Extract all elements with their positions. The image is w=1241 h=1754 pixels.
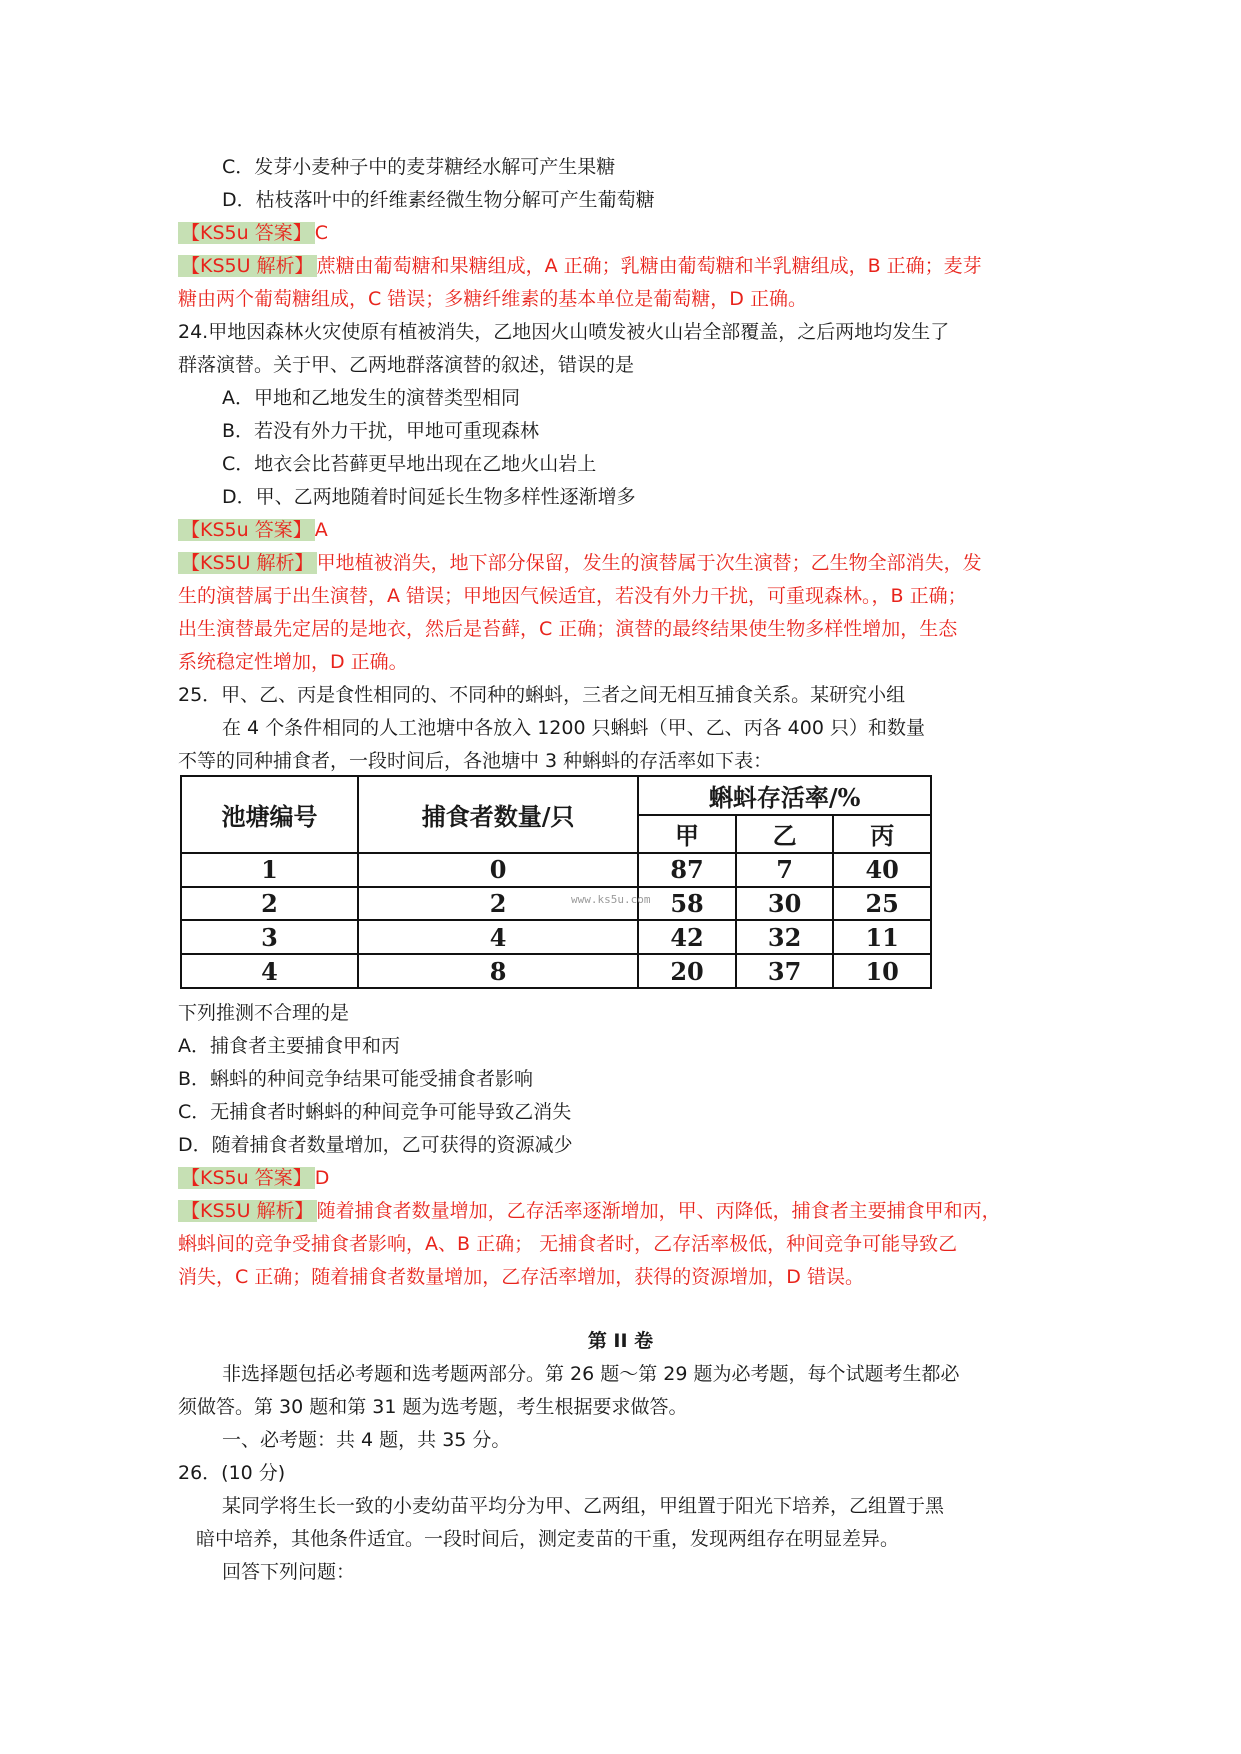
answer-tag: 【KS5u 答案】 bbox=[178, 519, 315, 541]
q23-option-c: C．发芽小麦种子中的麦芽糖经水解可产生果糖 bbox=[222, 156, 616, 178]
q24-analysis-line-1 bbox=[178, 548, 982, 578]
q26-number: 26．(10 分) bbox=[178, 1462, 286, 1484]
q25-question: 下列推测不合理的是 bbox=[178, 1002, 350, 1024]
table-watermark: www.ks5u.com bbox=[571, 893, 651, 906]
q24-answer bbox=[178, 515, 328, 545]
table-cell: 25 bbox=[833, 887, 931, 921]
q25-option-a: A．捕食者主要捕食甲和丙 bbox=[178, 1035, 400, 1057]
q23-analysis-line-2: 糖由两个葡萄糖组成，C 错误；多糖纤维素的基本单位是葡萄糖，D 正确。 bbox=[178, 288, 807, 310]
table-cell: 30 bbox=[736, 887, 834, 921]
q25-answer bbox=[178, 1163, 329, 1193]
table-cell: 8 bbox=[358, 954, 638, 988]
q25-option-c: C．无捕食者时蝌蚪的种间竞争可能导致乙消失 bbox=[178, 1101, 572, 1123]
header-pond-number: 池塘编号 bbox=[181, 776, 358, 853]
q25-analysis-line-2: 蝌蚪间的竞争受捕食者影响，A、B 正确； 无捕食者时，乙存活率极低，种间竞争可能导致乙 bbox=[178, 1233, 958, 1255]
q24-stem-line-1: 24.甲地因森林火灾使原有植被消失，乙地因火山喷发被火山岩全部覆盖，之后两地均发生了 bbox=[178, 321, 950, 343]
q24-option-d: D．甲、乙两地随着时间延长生物多样性逐渐增多 bbox=[222, 486, 636, 508]
q25-stem-line-3: 不等的同种捕食者，一段时间后，各池塘中 3 种蝌蚪的存活率如下表： bbox=[178, 750, 773, 772]
table-cell: 4 bbox=[358, 920, 638, 954]
answer-tag: 【KS5u 答案】 bbox=[178, 1167, 315, 1189]
table-cell: 0 bbox=[358, 853, 638, 887]
table-cell: 87 bbox=[638, 853, 736, 887]
table-row bbox=[181, 853, 931, 887]
analysis-text: 蔗糖由葡萄糖和果糖组成，A 正确；乳糖由葡萄糖和半乳糖组成，B 正确；麦芽 bbox=[316, 255, 982, 277]
table-cell: 3 bbox=[181, 920, 358, 954]
q24-analysis-line-2: 生的演替属于出生演替，A 错误；甲地因气候适宜，若没有外力干扰，可重现森林。，B 正确； bbox=[178, 585, 967, 607]
q26-prompt: 回答下列问题： bbox=[222, 1561, 356, 1583]
table-cell: 20 bbox=[638, 954, 736, 988]
table-cell: 32 bbox=[736, 920, 834, 954]
table-cell: 2 bbox=[181, 887, 358, 921]
q24-stem-line-2: 群落演替。关于甲、乙两地群落演替的叙述，错误的是 bbox=[178, 354, 635, 376]
q25-stem-line-1: 25．甲、乙、丙是食性相同的、不同种的蝌蚪，三者之间无相互捕食关系。某研究小组 bbox=[178, 684, 906, 706]
q24-option-b: B．若没有外力干扰，甲地可重现森林 bbox=[222, 420, 540, 442]
q23-option-d: D．枯枝落叶中的纤维素经微生物分解可产生葡萄糖 bbox=[222, 189, 655, 211]
analysis-text: 甲地植被消失，地下部分保留，发生的演替属于次生演替；乙生物全部消失，发 bbox=[316, 552, 982, 574]
part-ii-intro-line-1: 非选择题包括必考题和选考题两部分。第 26 题～第 29 题为必考题，每个试题考生都必 bbox=[222, 1363, 960, 1385]
answer-value: A bbox=[314, 519, 328, 541]
required-section-heading: 一、必考题：共 4 题，共 35 分。 bbox=[222, 1429, 511, 1451]
analysis-text: 随着捕食者数量增加，乙存活率逐渐增加，甲、丙降低，捕食者主要捕食甲和丙， bbox=[316, 1200, 1001, 1222]
q24-option-a: A．甲地和乙地发生的演替类型相同 bbox=[222, 387, 520, 409]
table-cell: 58 bbox=[638, 887, 736, 921]
table-row bbox=[181, 954, 931, 988]
q25-analysis-line-1 bbox=[178, 1196, 1001, 1226]
q25-analysis-line-3: 消失，C 正确；随着捕食者数量增加，乙存活率增加，获得的资源增加，D 错误。 bbox=[178, 1266, 864, 1288]
q25-option-b: B．蝌蚪的种间竞争结果可能受捕食者影响 bbox=[178, 1068, 534, 1090]
table-row bbox=[181, 887, 931, 921]
table-cell: 7 bbox=[736, 853, 834, 887]
q24-analysis-line-3: 出生演替最先定居的是地衣，然后是苔藓，C 正确；演替的最终结果使生物多样性增加，生态 bbox=[178, 618, 958, 640]
analysis-tag: 【KS5U 解析】 bbox=[178, 1200, 317, 1222]
table-cell: 40 bbox=[833, 853, 931, 887]
table-cell: 2 bbox=[358, 887, 638, 921]
part-ii-intro-line-2: 须做答。第 30 题和第 31 题为选考题，考生根据要求做答。 bbox=[178, 1396, 688, 1418]
table-cell: 11 bbox=[833, 920, 931, 954]
part-ii-title: 第 II 卷 bbox=[587, 1330, 654, 1352]
header-bing: 丙 bbox=[833, 815, 931, 853]
answer-tag: 【KS5u 答案】 bbox=[178, 222, 315, 244]
header-yi: 乙 bbox=[736, 815, 834, 853]
header-predator-count: 捕食者数量/只 bbox=[358, 776, 638, 853]
q26-stem-line-1: 某同学将生长一致的小麦幼苗平均分为甲、乙两组，甲组置于阳光下培养，乙组置于黑 bbox=[222, 1495, 945, 1517]
header-jia: 甲 bbox=[638, 815, 736, 853]
table-cell: 37 bbox=[736, 954, 834, 988]
survival-rate-table bbox=[180, 775, 932, 989]
q25-option-d: D．随着捕食者数量增加，乙可获得的资源减少 bbox=[178, 1134, 573, 1156]
table-cell: 1 bbox=[181, 853, 358, 887]
analysis-tag: 【KS5U 解析】 bbox=[178, 552, 317, 574]
table-cell: 4 bbox=[181, 954, 358, 988]
q26-stem-line-2: 暗中培养，其他条件适宜。一段时间后，测定麦苗的干重，发现两组存在明显差异。 bbox=[196, 1528, 900, 1550]
header-survival-rate: 蝌蚪存活率/% bbox=[638, 776, 931, 815]
q23-answer bbox=[178, 218, 328, 248]
analysis-tag: 【KS5U 解析】 bbox=[178, 255, 317, 277]
table-row bbox=[181, 920, 931, 954]
table-cell: 42 bbox=[638, 920, 736, 954]
answer-value: C bbox=[314, 222, 328, 244]
q23-analysis-line-1 bbox=[178, 251, 982, 281]
q24-analysis-line-4: 系统稳定性增加，D 正确。 bbox=[178, 651, 408, 673]
answer-value: D bbox=[314, 1167, 330, 1189]
table-cell: 10 bbox=[833, 954, 931, 988]
q25-stem-line-2: 在 4 个条件相同的人工池塘中各放入 1200 只蝌蚪（甲、乙、丙各 400 只）和数量 bbox=[222, 717, 925, 739]
q24-option-c: C．地衣会比苔藓更早地出现在乙地火山岩上 bbox=[222, 453, 597, 475]
